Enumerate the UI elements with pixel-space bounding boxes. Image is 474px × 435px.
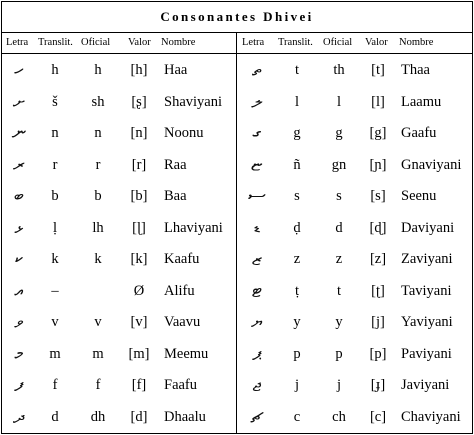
oficial-cell: sh [91, 93, 105, 110]
oficial-cell: t [336, 282, 342, 299]
translit-cell: v [51, 314, 59, 330]
translit-cell: r [52, 156, 58, 173]
thaana-letter-cell: ރ [13, 153, 25, 176]
valor-cell: [h] [130, 62, 148, 78]
oficial-cell: z [335, 251, 343, 267]
translit-cell: g [293, 125, 301, 141]
thaana-letter-cell: މ [14, 342, 24, 365]
oficial-cell: g [335, 125, 343, 141]
nombre-cell: Faafu [164, 377, 198, 393]
valor-cell: [ɖ] [369, 219, 387, 236]
thaana-letter-cell: ބ [14, 185, 24, 207]
nombre-cell: Yaviyani [401, 314, 453, 330]
nombre-cell: Zaviyani [401, 251, 453, 267]
translit-cell: n [51, 125, 59, 141]
oficial-cell: gn [331, 156, 347, 173]
translit-cell: h [51, 62, 59, 78]
thaana-letter-cell: ލ [251, 90, 263, 113]
valor-cell: [d] [130, 408, 148, 425]
header-letra-right: Letra [242, 37, 265, 48]
translit-cell: c [293, 408, 301, 425]
nombre-cell: Dhaalu [164, 408, 206, 425]
thaana-letter-cell: ޏ [251, 153, 263, 176]
thaana-letter-cell: ޅ [14, 216, 24, 239]
nombre-cell: Alifu [164, 282, 195, 299]
oficial-cell: b [94, 188, 102, 204]
translit-cell: z [293, 251, 301, 267]
valor-cell: [ʂ] [131, 93, 147, 110]
valor-cell: [c] [369, 408, 387, 425]
translit-cell: š [52, 93, 58, 110]
valor-cell: [j] [371, 314, 385, 330]
translit-cell: y [293, 314, 301, 330]
nombre-cell: Chaviyani [401, 408, 461, 425]
valor-cell: [b] [130, 188, 148, 204]
valor-cell: [p] [369, 345, 387, 362]
thaana-letter-cell: ޓ [251, 279, 263, 302]
valor-cell: [ɟ] [370, 377, 386, 393]
oficial-cell: s [336, 188, 342, 204]
thaana-letter-cell: ޕ [252, 342, 262, 365]
translit-cell: b [51, 188, 59, 204]
header-oficial-right: Oficial [323, 37, 353, 48]
nombre-cell: Gaafu [401, 125, 437, 141]
valor-cell: [v] [130, 314, 148, 330]
nombre-cell: Raa [164, 156, 187, 173]
translit-cell: l [294, 93, 300, 110]
thaana-letter-cell: ޖ [252, 374, 262, 396]
header-divider [2, 53, 472, 54]
nombre-cell: Javiyani [401, 377, 450, 393]
oficial-cell: h [94, 62, 102, 78]
valor-cell: Ø [133, 282, 145, 299]
nombre-cell: Gnaviyani [401, 156, 462, 173]
oficial-cell: y [335, 314, 343, 330]
nombre-cell: Vaavu [164, 314, 201, 330]
translit-cell: ḷ [52, 219, 58, 236]
nombre-cell: Baa [164, 188, 187, 204]
thaana-letter-cell: ގ [252, 122, 262, 144]
header-letra-left: Letra [6, 37, 29, 48]
oficial-cell: f [95, 377, 101, 393]
oficial-cell: n [94, 125, 102, 141]
oficial-cell: r [95, 156, 101, 173]
oficial-cell: k [94, 251, 102, 267]
thaana-letter-cell: ޑ [253, 216, 261, 239]
oficial-cell: lh [92, 219, 104, 236]
oficial-cell: ch [332, 408, 346, 425]
oficial-cell: dh [90, 408, 106, 425]
valor-cell: [f] [131, 377, 147, 393]
valor-cell: [ɲ] [369, 156, 387, 173]
valor-cell: [k] [130, 251, 148, 267]
translit-cell: t [294, 62, 300, 78]
valor-cell: [g] [369, 125, 387, 141]
nombre-cell: Meemu [164, 345, 209, 362]
translit-cell: – [51, 282, 59, 299]
header-valor-right: Valor [365, 37, 388, 48]
oficial-cell: d [335, 219, 343, 236]
translit-cell: k [51, 251, 59, 267]
oficial-cell: th [333, 62, 345, 78]
translit-cell: s [294, 188, 300, 204]
thaana-letter-cell: ކ [14, 248, 24, 270]
translit-cell: ṭ [294, 282, 300, 299]
header-nombre-right: Nombre [399, 37, 434, 48]
thaana-letter-cell: ށ [12, 90, 26, 113]
column-divider [236, 32, 237, 434]
nombre-cell: Daviyani [401, 219, 455, 236]
thaana-letter-cell: ނ [11, 122, 27, 144]
oficial-cell: m [92, 345, 104, 362]
thaana-letter-cell: ވ [14, 311, 24, 333]
nombre-cell: Shaviyani [164, 93, 222, 110]
thaana-letter-cell: ޔ [251, 311, 263, 333]
translit-cell: j [294, 377, 300, 393]
valor-cell: [t] [371, 62, 385, 78]
header-nombre-left: Nombre [161, 37, 196, 48]
header-oficial-left: Oficial [81, 37, 111, 48]
thaana-letter-cell: ތ [252, 59, 262, 81]
translit-cell: ñ [293, 156, 301, 173]
nombre-cell: Haa [164, 62, 188, 78]
translit-cell: f [52, 377, 58, 393]
translit-cell: m [49, 345, 61, 362]
nombre-cell: Lhaviyani [164, 219, 223, 236]
thaana-letter-cell: ފ [14, 374, 24, 396]
thaana-letter-cell: ޒ [251, 248, 263, 270]
header-translit-right: Translit. [278, 37, 313, 48]
valor-cell: [m] [128, 345, 150, 362]
valor-cell: [n] [130, 125, 148, 141]
oficial-cell [82, 276, 114, 307]
oficial-cell: p [335, 345, 343, 362]
header-valor-left: Valor [128, 37, 151, 48]
oficial-cell: v [94, 314, 102, 330]
consonant-table [1, 1, 473, 434]
thaana-letter-cell: ދ [12, 405, 26, 428]
oficial-cell: l [336, 93, 342, 110]
valor-cell: [s] [370, 188, 386, 204]
thaana-letter-cell: އ [14, 279, 24, 302]
valor-cell: [r] [131, 156, 147, 173]
thaana-letter-cell: ޗ [250, 405, 264, 428]
nombre-cell: Taviyani [401, 282, 452, 299]
nombre-cell: Noonu [164, 125, 204, 141]
nombre-cell: Laamu [401, 93, 442, 110]
valor-cell: [z] [369, 251, 387, 267]
table-title: Consonantes Dhivei [160, 9, 314, 24]
nombre-cell: Paviyani [401, 345, 452, 362]
translit-cell: d [51, 408, 59, 425]
nombre-cell: Seenu [401, 188, 437, 204]
thaana-letter-cell: ސ [248, 185, 266, 207]
oficial-cell: j [336, 377, 342, 393]
header-translit-left: Translit. [38, 37, 73, 48]
valor-cell: [ɭ] [132, 219, 146, 236]
valor-cell: [l] [371, 93, 385, 110]
valor-cell: [ʈ] [371, 282, 385, 299]
nombre-cell: Thaa [401, 62, 430, 78]
translit-cell: ḍ [293, 219, 301, 236]
thaana-letter-cell: ހ [14, 59, 24, 81]
translit-cell: p [293, 345, 301, 362]
nombre-cell: Kaafu [164, 251, 200, 267]
